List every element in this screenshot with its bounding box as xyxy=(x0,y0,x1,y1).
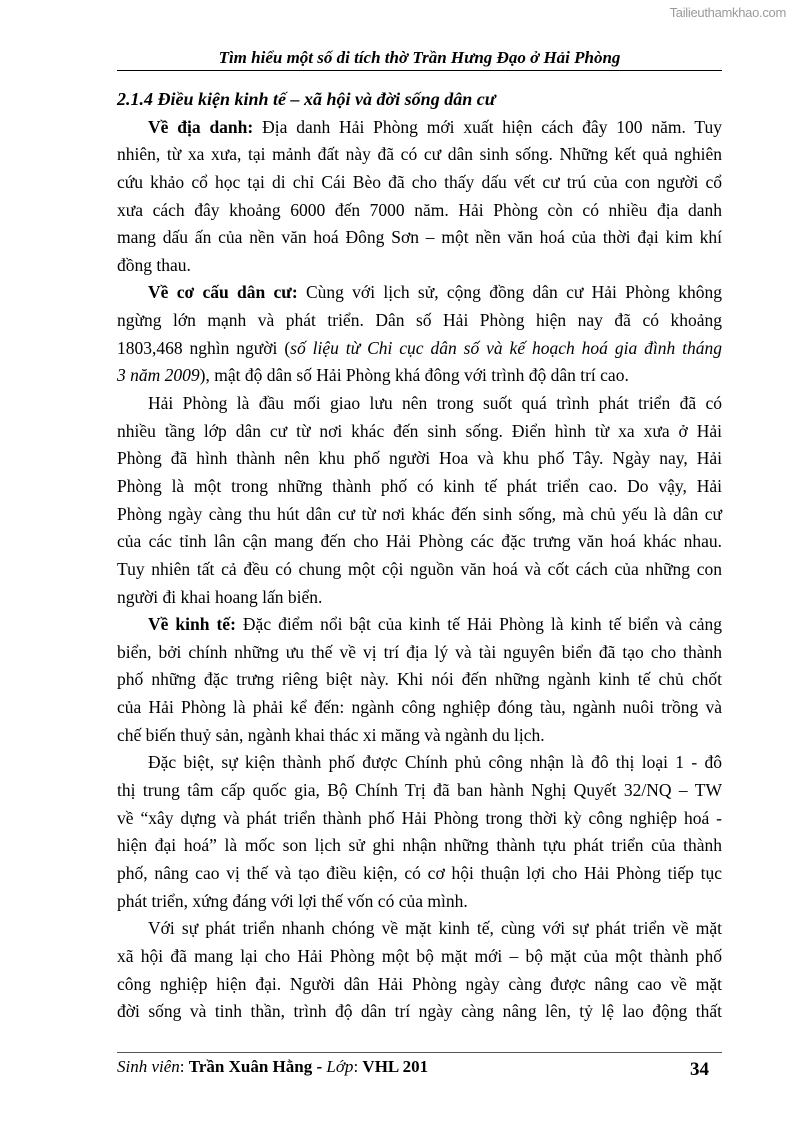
student-label: Sinh viên xyxy=(117,1057,180,1076)
paragraph-6-line xyxy=(117,998,722,1026)
text-run: Cùng với lịch sử, cộng đồng dân cư Hải Phòng không xyxy=(297,282,722,303)
text-run: phát triển, xứng đáng với lợi thế vốn có của mình. xyxy=(117,890,468,911)
paragraph-4-line xyxy=(117,694,722,722)
student-name: Trần Xuân Hằng xyxy=(188,1057,313,1076)
text-run: mang dấu ấn của nền văn hoá Đông Sơn – một nền văn hoá của thời đại kim khí xyxy=(117,227,722,248)
running-header-title: Tìm hiểu một số di tích thờ Trần Hưng Đạo ở Hải Phòng xyxy=(218,48,621,67)
text-run: 1803,468 nghìn người ( xyxy=(117,337,291,358)
paragraph-4-line xyxy=(117,639,722,667)
paragraph-3-line xyxy=(117,556,722,584)
text-run: Đặc biệt, sự kiện thành phố được Chính phủ công nhận là đô thị loại 1 - đô xyxy=(148,752,722,773)
paragraph-3-line xyxy=(117,418,722,446)
watermark: Tailieuthamkhao.com xyxy=(669,5,786,20)
text-run: công nghiệp hiện đại. Người dân Hải Phòng ngày càng được nâng cao về mặt xyxy=(117,973,722,994)
paragraph-4-line xyxy=(117,722,722,750)
text-run: phố những đặc trưng riêng biệt này. Khi nói đến những ngành kinh tế chủ chốt xyxy=(117,669,722,690)
text-run: hiện đại hoá” là mốc son lịch sử ghi nhận những thành tựu phát triển của thành xyxy=(117,835,722,856)
footer-separator: - xyxy=(312,1057,327,1076)
text-run: Phòng là một trong những thành phố có kinh tế phát triển cao. Do vậy, Hải xyxy=(117,475,722,496)
text-run: Tuy nhiên tất cả đều có chung một cội nguồn văn hoá và cốt cách của những con xyxy=(117,558,722,579)
text-run: Phòng đã hình thành nên khu phố người Hoa và khu phố Tây. Ngày nay, Hải xyxy=(117,448,722,469)
paragraph-3-line xyxy=(117,528,722,556)
paragraph-4-line xyxy=(117,611,722,639)
paragraph-3-line xyxy=(117,390,722,418)
class-label: Lớp xyxy=(326,1057,354,1076)
paragraph-5-line xyxy=(117,749,722,777)
footer-author: Sinh viên: Trần Xuân Hằng - Lớp: VHL 201 xyxy=(117,1057,429,1076)
text-run: đồng thau. xyxy=(117,254,191,275)
italic-text: 3 năm 2009 xyxy=(117,365,200,386)
paragraph-3-line xyxy=(117,584,722,612)
page-body xyxy=(117,86,722,1026)
bold-lead-text: Về kinh tế: xyxy=(148,614,236,635)
text-run: người đi khai hoang lấn biển. xyxy=(117,586,323,607)
text-run: thị trung tâm cấp quốc gia, Bộ Chính Trị đã ban hành Nghị Quyết 32/NQ – TW xyxy=(117,780,722,801)
paragraph-6-line xyxy=(117,915,722,943)
paragraph-2-line xyxy=(117,362,722,390)
paragraph-2-line xyxy=(117,279,722,307)
text-run: đời sống và tinh thần, trình độ dân trí ngày càng nâng lên, tỷ lệ lao động thất xyxy=(117,1001,722,1022)
paragraph-3-line xyxy=(117,473,722,501)
text-run: biển, bởi chính những ưu thế về vị trí địa lý và tài nguyên biển đã tạo cho thành xyxy=(117,641,722,662)
paragraph-1-line xyxy=(117,197,722,225)
paragraph-5-line xyxy=(117,860,722,888)
footer-rule xyxy=(117,1052,722,1053)
text-run: ), mật độ dân số Hải Phòng khá đông với trình độ dân trí cao. xyxy=(199,365,629,386)
paragraph-2-line xyxy=(117,307,722,335)
section-heading: 2.1.4 Điều kiện kinh tế – xã hội và đời sống dân cư xyxy=(117,89,496,109)
text-run: chế biến thuỷ sản, ngành khai thác xi măng và ngành du lịch. xyxy=(117,724,545,745)
header-rule xyxy=(117,70,722,71)
text-run: Với sự phát triển nhanh chóng về mặt kinh tế, cùng với sự phát triển về mặt xyxy=(148,918,722,939)
paragraph-4-line xyxy=(117,666,722,694)
text-run: ngừng lớn mạnh và phát triển. Dân số Hải Phòng hiện nay đã có khoảng xyxy=(117,310,722,331)
paragraph-5-line xyxy=(117,888,722,916)
paragraph-5-line xyxy=(117,805,722,833)
text-run: xã hội đã mang lại cho Hải Phòng một bộ mặt mới – bộ mặt của một thành phố xyxy=(117,945,722,966)
text-run: nhiên, từ xa xưa, tại mảnh đất này đã có cư dân sinh sống. Những kết quả nghiên xyxy=(117,144,722,165)
paragraph-5-line xyxy=(117,777,722,805)
bold-lead-text: Về địa danh: xyxy=(148,116,254,137)
bold-lead-text: Về cơ cấu dân cư: xyxy=(148,282,298,303)
paragraph-1-line xyxy=(117,252,722,280)
paragraph-6-line xyxy=(117,943,722,971)
paragraph-1-line xyxy=(117,114,722,142)
paragraph-2-line xyxy=(117,335,722,363)
text-run: Hải Phòng là đầu mối giao lưu nên trong suốt quá trình phát triển đã có xyxy=(148,393,722,414)
paragraph-3-line xyxy=(117,501,722,529)
italic-text: số liệu từ Chi cục dân số và kế hoạch hoá gia đình tháng xyxy=(290,337,722,358)
text-run: nhiều tầng lớp dân cư từ nơi khác đến sinh sống. Điển hình từ xa xưa ở Hải xyxy=(117,420,722,441)
class-name: VHL 201 xyxy=(362,1057,429,1076)
page-number: 34 xyxy=(690,1059,709,1080)
paragraph-1-line xyxy=(117,224,722,252)
paragraph-6-line xyxy=(117,971,722,999)
text-run: của các tỉnh lân cận mang đến cho Hải Phòng các đặc trưng văn hoá khác nhau. xyxy=(117,531,722,552)
text-run: về “xây dựng và phát triển thành phố Hải Phòng trong thời kỳ công nghiệp hoá - xyxy=(117,807,722,828)
text-run: Phòng ngày càng thu hút dân cư từ nơi khác đến sinh sống, mà chủ yếu là dân cư xyxy=(117,503,722,524)
paragraph-1-line xyxy=(117,169,722,197)
text-run: cứu khảo cổ học tại di chỉ Cái Bèo đã cho thấy dấu vết cư trú của con người cổ xyxy=(117,171,722,192)
paragraph-1-line xyxy=(117,141,722,169)
text-run: Địa danh Hải Phòng mới xuất hiện cách đây 100 năm. Tuy xyxy=(253,116,723,137)
text-run: của Hải Phòng là phải kể đến: ngành công nghiệp đóng tàu, ngành nuôi trồng và xyxy=(117,697,722,718)
paragraph-3-line xyxy=(117,445,722,473)
text-run: Đặc điểm nổi bật của kinh tế Hải Phòng là kinh tế biển và cảng xyxy=(235,614,723,635)
text-run: phố, nâng cao vị thế và tạo điều kiện, có cơ hội thuận lợi cho Hải Phòng tiếp tục xyxy=(117,862,722,883)
text-run: xưa cách đây khoảng 6000 đến 7000 năm. Hải Phòng còn có nhiều địa danh xyxy=(117,199,722,220)
paragraph-5-line xyxy=(117,832,722,860)
